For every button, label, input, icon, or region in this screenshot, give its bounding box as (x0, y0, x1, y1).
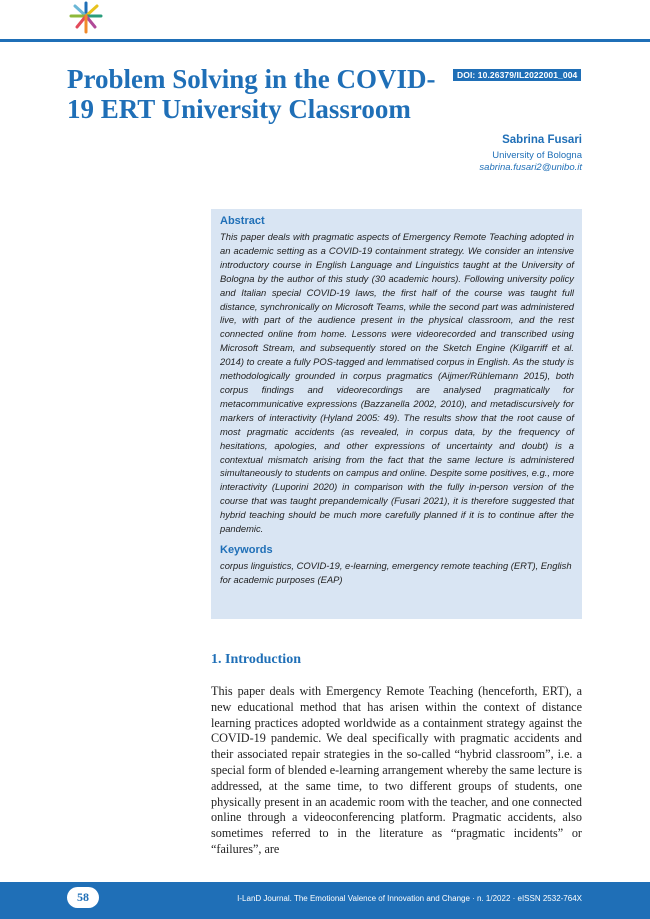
page-number: 58 (67, 887, 99, 908)
section-heading: 1. Introduction (211, 652, 301, 667)
header-rule (0, 39, 650, 42)
journal-logo-icon (66, 0, 106, 36)
article-title: Problem Solving in the COVID-19 ERT University Classroom (67, 64, 436, 124)
abstract-text: This paper deals with pragmatic aspects of Emergency Remote Teaching adopted in an academic setting as a COVID-19 containment strategy. We consider an intensive introductory course in English Language and Linguistics taught at the University of Bologna by the author of this study (30 academic hours). Following university policy and Italian special COVID-19 laws, the first half of the course was taught full distance, synchronically on Microsoft Teams, while the second part was administered live, with part of the audience present in the physical classroom, and the rest connected online from home. Lessons were videorecorded and transcribed using Microsoft Stream, and subsequently stored on the Sketch Engine (Kilgarriff et al. 2014) to create a fully POS-tagged and lemmatised corpus in English. As the study is methodologically grounded in corpus pragmatics (Aijmer/Rühlemann 2015), both corpus findings and videorecordings are analysed pragmatically for metacommunicative expressions (Bazzanella 2002, 2010), and metadiscursively for markers of interactivity (Hyland 2005: 49). The results show that the root cause of most pragmatic accidents (as revealed, in corpus data, by the frequency of hesitations, apologies, and other expressions of uncertainty and doubt) is a contextual mismatch arising from the fact that the same lecture is administered simultaneously to students on campus and online. Despite some positives, e.g., more interactivity (Luporini 2020) in comparison with the fully in-person version of the course that was taught prepandemically (Fusari 2021), it is therefore suggested that hybrid teaching should be much more carefully planned if it is to continue after the pandemic. (220, 231, 574, 535)
author-affiliation: University of Bologna (492, 150, 582, 161)
journal-citation: I-LanD Journal. The Emotional Valence of Innovation and Change · n. 1/2022 · eISSN 2532-764X (237, 894, 582, 903)
author-name: Sabrina Fusari (502, 134, 582, 146)
abstract-box (211, 209, 582, 619)
keywords-heading: Keywords (220, 543, 273, 556)
author-block (479, 134, 582, 174)
author-email: sabrina.fusari2@unibo.it (479, 162, 582, 173)
doi-badge: DOI: 10.26379/IL2022001_004 (453, 69, 581, 81)
section-body-text: This paper deals with Emergency Remote Teaching (henceforth, ERT), a new educational method that has arisen within the context of distance learning practices adopted worldwide as a containment strategy against the COVID-19 pandemic. We deal specifically with pragmatic accidents and their associated repair strategies in the so-called “hybrid classroom”, i.e. a special form of blended e-learning arrangement whereby the same lecture is addressed, at the same time, to two different groups of students, one physically present in an academic room with the teacher, and one connected online through a videoconferencing platform. Pragmatic accidents, also sometimes referred to in the literature as “pragmatic incidents” or “failures”, are (211, 684, 582, 856)
keywords-text: corpus linguistics, COVID-19, e-learning, emergency remote teaching (ERT), English for academic purposes (EAP) (220, 559, 572, 585)
abstract-heading: Abstract (220, 215, 265, 227)
page-footer (0, 882, 650, 919)
